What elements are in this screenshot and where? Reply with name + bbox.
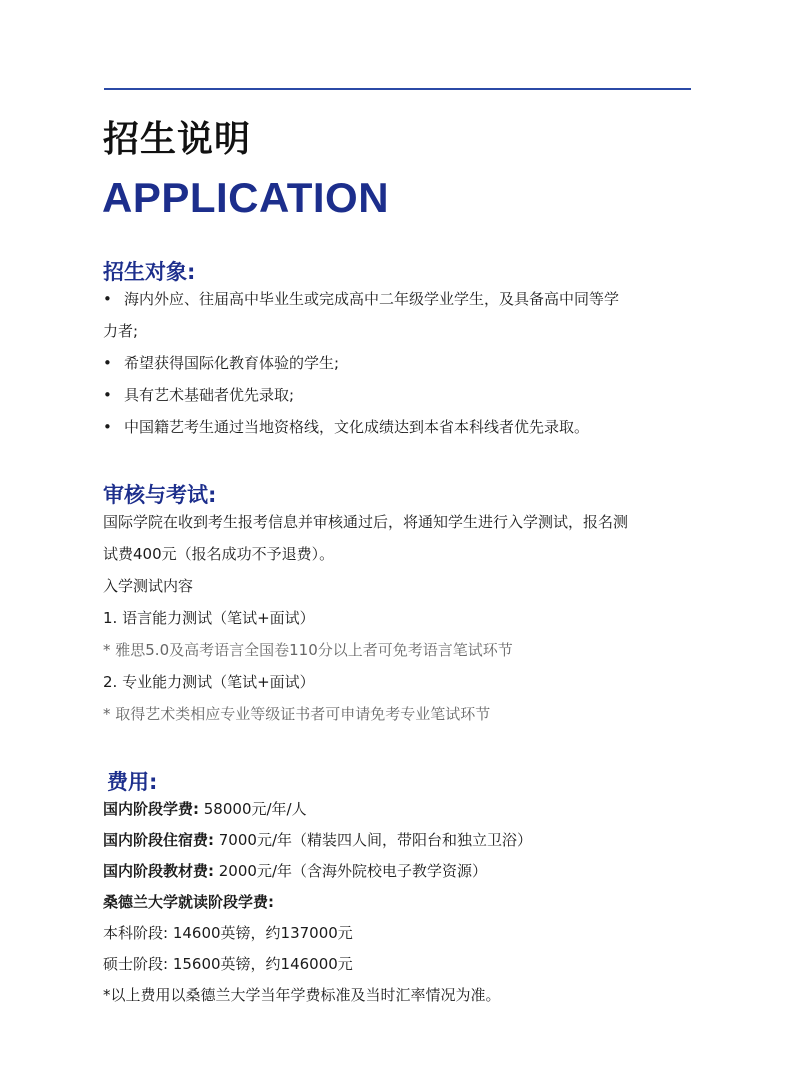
target-item-1-text: 海内外应、往届高中毕业生或完成高中二年级学业学生，及具备高中同等学 xyxy=(124,290,620,308)
fee-materials xyxy=(103,860,487,882)
bullet-icon: • xyxy=(103,386,112,404)
section-heading-exam: 审核与考试: xyxy=(103,483,217,507)
target-item-2 xyxy=(103,352,339,374)
page-title-english: APPLICATION xyxy=(102,174,390,221)
bullet-icon: • xyxy=(103,418,112,436)
target-item-3-text: 具有艺术基础者优先录取; xyxy=(124,386,295,404)
section-heading-targets: 招生对象: xyxy=(103,260,196,284)
fee-tuition-value: 58000元/年/人 xyxy=(199,800,307,818)
exam-content-title: 入学测试内容 xyxy=(103,577,194,595)
target-item-2-text: 希望获得国际化教育体验的学生; xyxy=(124,354,340,372)
page-title-chinese: 招生说明 xyxy=(103,119,252,160)
fee-master: 硕士阶段: 15600英镑，约146000元 xyxy=(103,955,353,973)
exam-test-major-note: * 取得艺术类相应专业等级证书者可申请免考专业笔试环节 xyxy=(103,705,491,723)
fee-housing-value: 7000元/年（精装四人间，带阳台和独立卫浴） xyxy=(214,831,532,849)
bullet-icon: • xyxy=(103,290,112,308)
fee-footnote: *以上费用以桑德兰大学当年学费标准及当时汇率情况为准。 xyxy=(103,986,501,1004)
exam-test-major: 2. 专业能力测试（笔试+面试） xyxy=(103,673,315,691)
target-item-1-continuation: 力者; xyxy=(103,322,139,340)
target-item-4 xyxy=(103,416,589,438)
section-heading-fees: 费用: xyxy=(107,770,158,794)
fee-bachelor: 本科阶段: 14600英镑，约137000元 xyxy=(103,924,353,942)
fee-housing-label: 国内阶段住宿费: xyxy=(103,831,214,849)
fee-tuition xyxy=(103,798,307,820)
exam-paragraph-line-1: 国际学院在收到考生报考信息并审核通过后，将通知学生进行入学测试，报名测 xyxy=(103,513,629,531)
fee-tuition-label: 国内阶段学费: xyxy=(103,800,199,818)
top-divider xyxy=(104,88,691,90)
target-item-4-text: 中国籍艺考生通过当地资格线，文化成绩达到本省本科线者优先录取。 xyxy=(124,418,590,436)
fee-materials-label: 国内阶段教材费: xyxy=(103,862,214,880)
fee-housing xyxy=(103,829,532,851)
fee-materials-value: 2000元/年（含海外院校电子教学资源） xyxy=(214,862,487,880)
exam-paragraph-line-2: 试费400元（报名成功不予退费）。 xyxy=(103,545,335,563)
bullet-icon: • xyxy=(103,354,112,372)
exam-test-language-note: * 雅思5.0及高考语言全国卷110分以上者可免考语言笔试环节 xyxy=(103,641,513,659)
exam-test-language: 1. 语言能力测试（笔试+面试） xyxy=(103,609,315,627)
target-item-1 xyxy=(103,288,619,310)
target-item-3 xyxy=(103,384,294,406)
fee-uk-label: 桑德兰大学就读阶段学费: xyxy=(103,893,274,911)
